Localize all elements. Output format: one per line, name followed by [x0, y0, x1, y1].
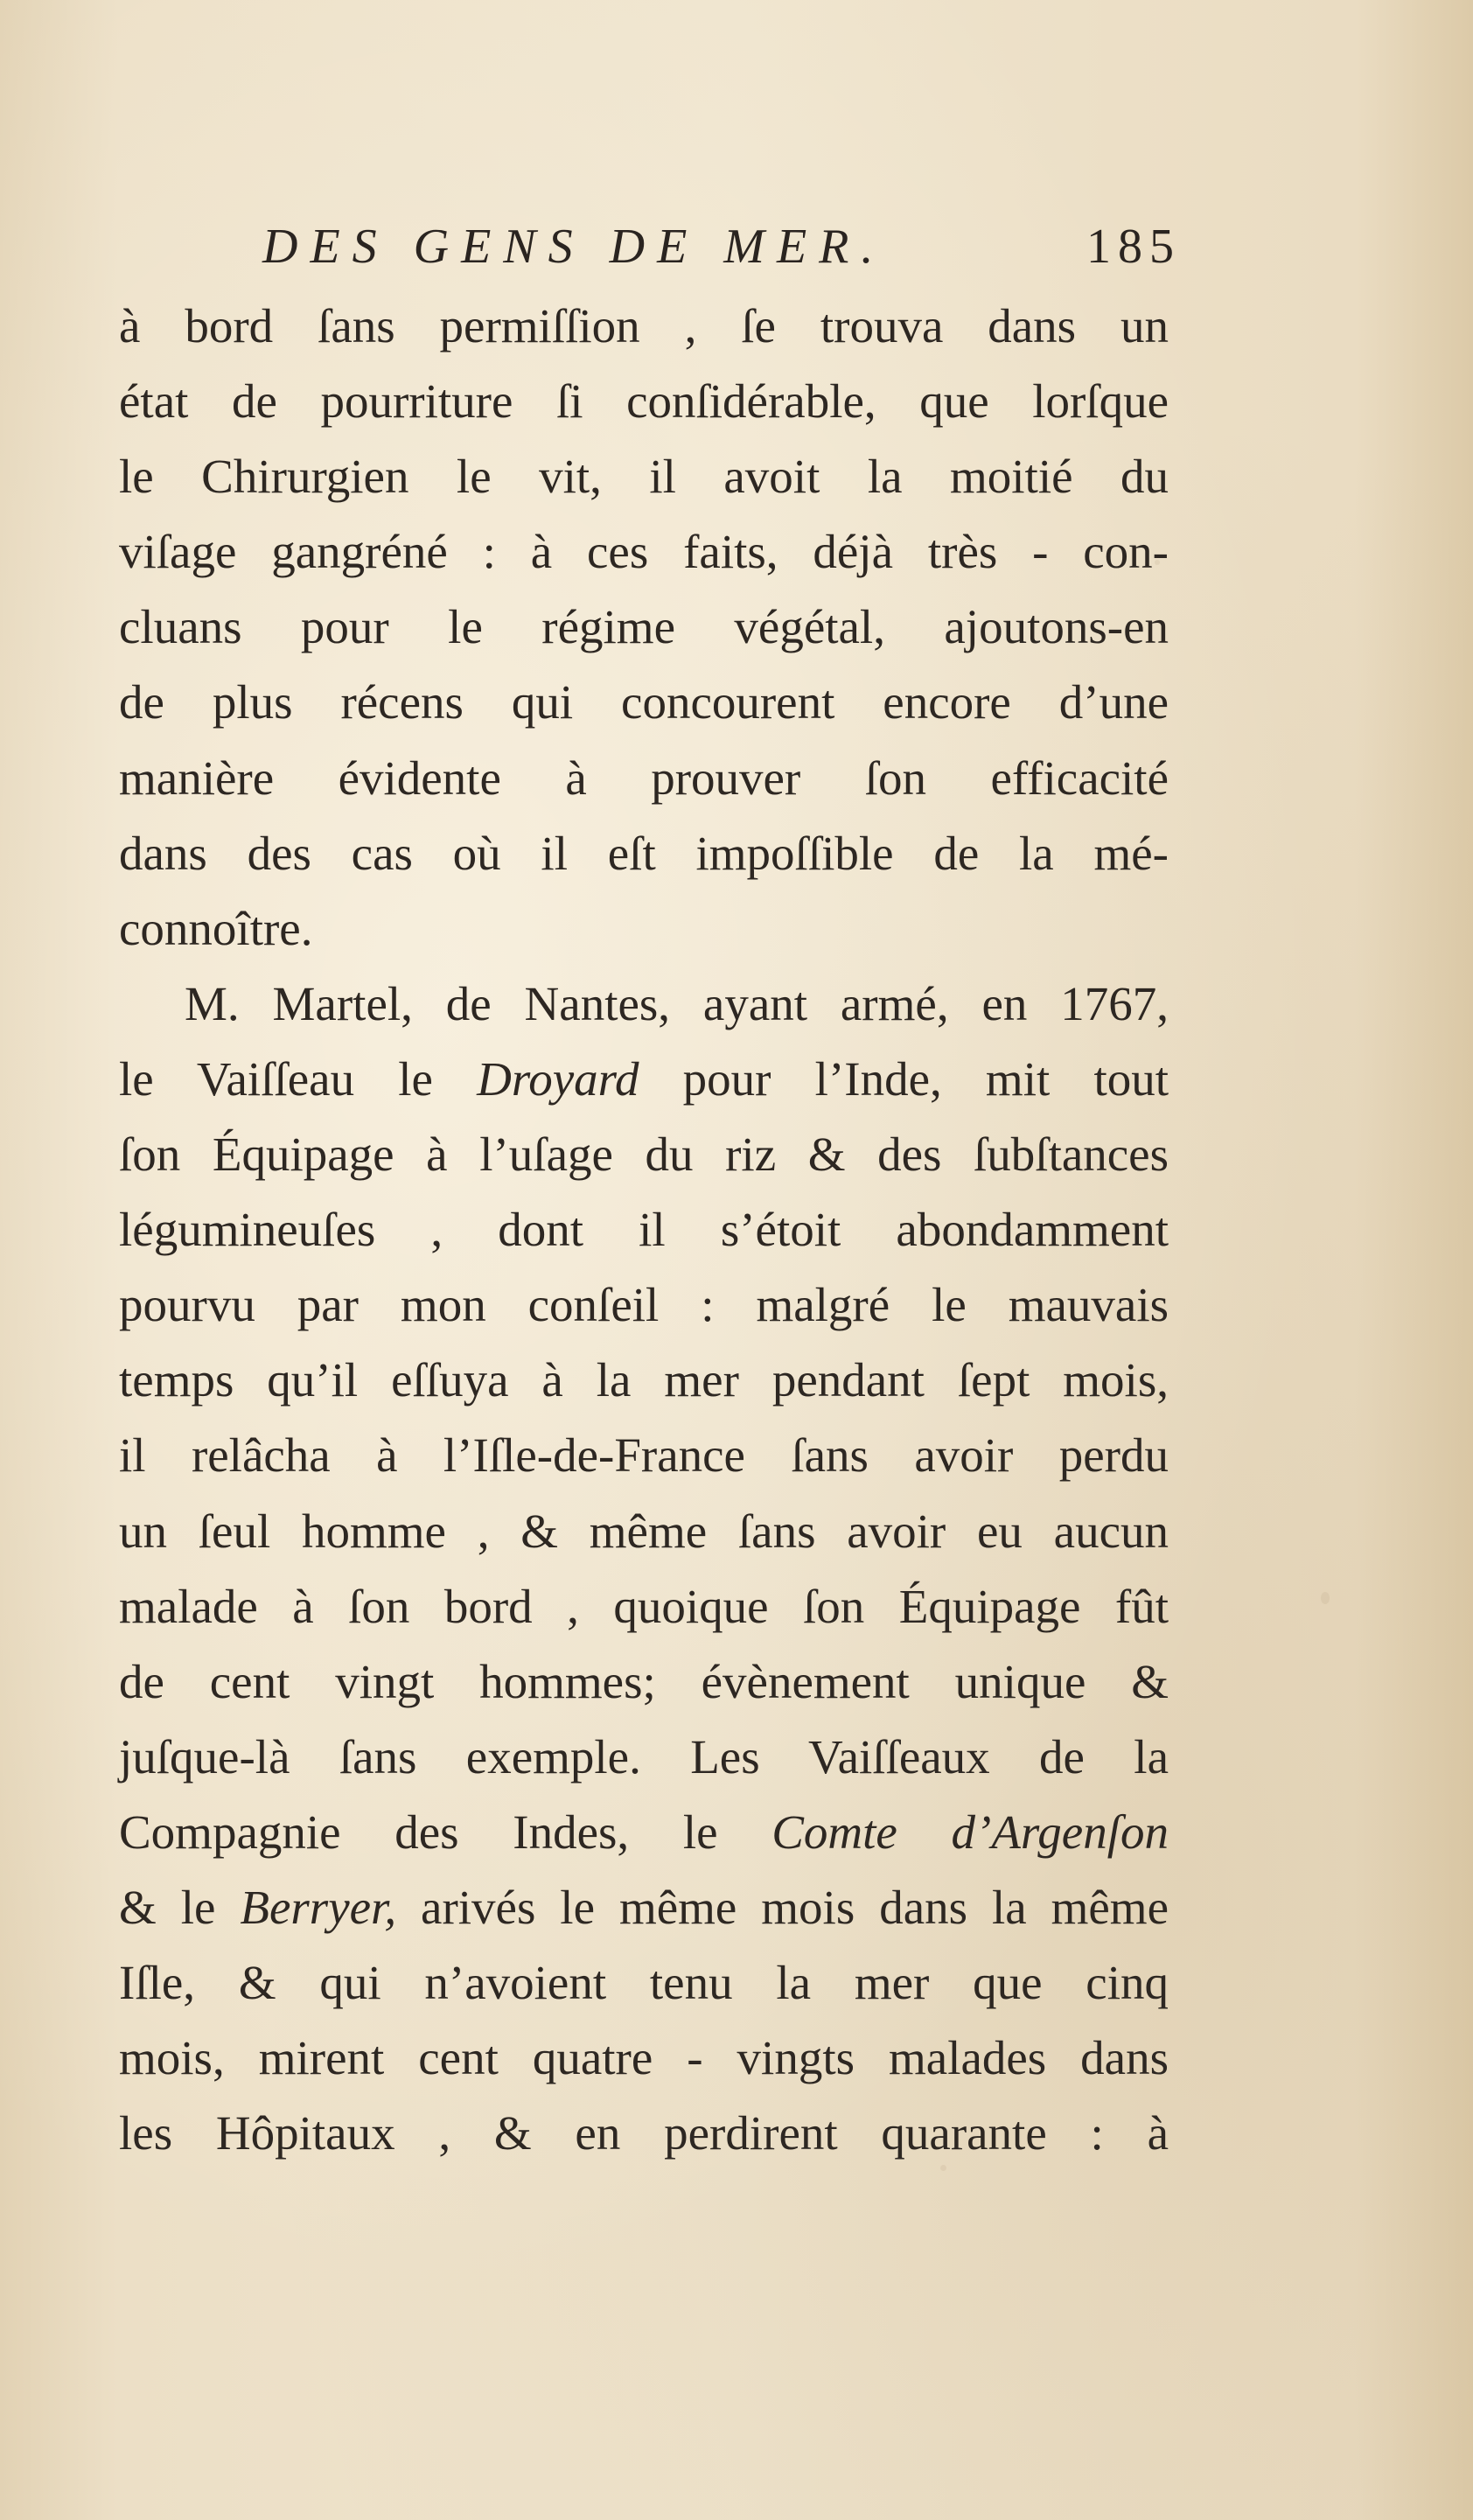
text-segment: pour l’Inde, mit tout — [639, 1051, 1169, 1106]
text-line — [119, 364, 1169, 439]
text-line — [119, 1418, 1169, 1493]
paper-foxing-spot — [1321, 1592, 1330, 1604]
text-segment: M. Martel, de Nantes, ayant armé, en 1767, — [185, 976, 1169, 1030]
text-segment: juſque-là ſans exemple. Les Vaiſſeaux de la — [119, 1729, 1169, 1784]
text-segment: Iſle, & qui n’avoient tenu la mer que cinq — [119, 1956, 1169, 2010]
text-segment: de plus récens qui concourent encore d’une — [119, 675, 1169, 729]
text-line — [119, 2096, 1169, 2171]
text-segment: un ſeul homme , & même ſans avoir eu aucun — [119, 1504, 1169, 1558]
text-line — [119, 741, 1169, 816]
text-segment: connoître. — [119, 901, 313, 955]
italic-text: Berryer, — [240, 1880, 397, 1934]
italic-text: Droyard — [477, 1051, 639, 1106]
text-segment: temps qu’il eſſuya à la mer pendant ſept mois, — [119, 1353, 1169, 1407]
text-line — [119, 1870, 1169, 1945]
text-segment: Compagnie des Indes, le — [119, 1804, 772, 1859]
text-segment: viſage gangréné : à ces faits, déjà très - con- — [119, 525, 1169, 579]
text-segment: légumineuſes , dont il s’étoit abondamment — [119, 1203, 1169, 1257]
text-line — [119, 1945, 1169, 2021]
text-line — [119, 665, 1169, 740]
text-line — [119, 1644, 1169, 1720]
text-segment: pourvu par mon conſeil : malgré le mauvais — [119, 1278, 1169, 1332]
text-segment: mois, mirent cent quatre - vingts malades dans — [119, 2031, 1169, 2085]
text-segment: il relâcha à l’Iſle-de-France ſans avoir perdu — [119, 1428, 1169, 1483]
text-segment: de cent vingt hommes; évènement unique & — [119, 1654, 1169, 1708]
text-line — [119, 289, 1169, 364]
text-line — [119, 2021, 1169, 2096]
text-line — [119, 1267, 1169, 1343]
italic-text: Comte d’Argenſon — [771, 1804, 1169, 1859]
text-segment: à bord ſans permiſſion , ſe trouva dans un — [119, 299, 1169, 353]
text-line — [119, 1117, 1169, 1192]
text-line — [119, 1569, 1169, 1644]
text-segment: dans des cas où il eſt impoſſible de la mé- — [119, 826, 1169, 880]
text-line — [119, 1042, 1169, 1117]
text-segment: & le — [119, 1880, 241, 1934]
body-text — [119, 289, 1169, 2171]
text-segment: arivés le même mois dans la même — [396, 1880, 1169, 1934]
text-line — [119, 816, 1169, 891]
text-segment: malade à ſon bord , quoique ſon Équipage fût — [119, 1579, 1169, 1633]
text-line — [119, 891, 1169, 967]
text-line — [119, 590, 1169, 665]
text-segment: les Hôpitaux , & en perdirent quarante : à — [119, 2106, 1169, 2160]
text-line — [119, 1720, 1169, 1795]
text-line — [119, 1494, 1169, 1569]
text-line — [119, 514, 1169, 590]
text-segment: état de pourriture ſi conſidérable, que lorſque — [119, 374, 1169, 429]
text-line — [119, 439, 1169, 514]
page-number: 185 — [1086, 220, 1181, 274]
text-line — [119, 1795, 1169, 1870]
text-segment: le Chirurgien le vit, il avoit la moitié du — [119, 450, 1169, 504]
text-segment: cluans pour le régime végétal, ajoutons-en — [119, 600, 1169, 654]
text-segment: manière évidente à prouver ſon efficacité — [119, 750, 1169, 805]
running-title: DES GENS DE MER. — [262, 220, 886, 274]
running-head — [262, 212, 1181, 282]
text-line — [119, 1192, 1169, 1267]
text-segment: ſon Équipage à l’uſage du riz & des ſubſtances — [119, 1127, 1169, 1182]
text-segment: le Vaiſſeau le — [119, 1051, 478, 1106]
text-line — [119, 1343, 1169, 1418]
text-line — [119, 967, 1169, 1042]
